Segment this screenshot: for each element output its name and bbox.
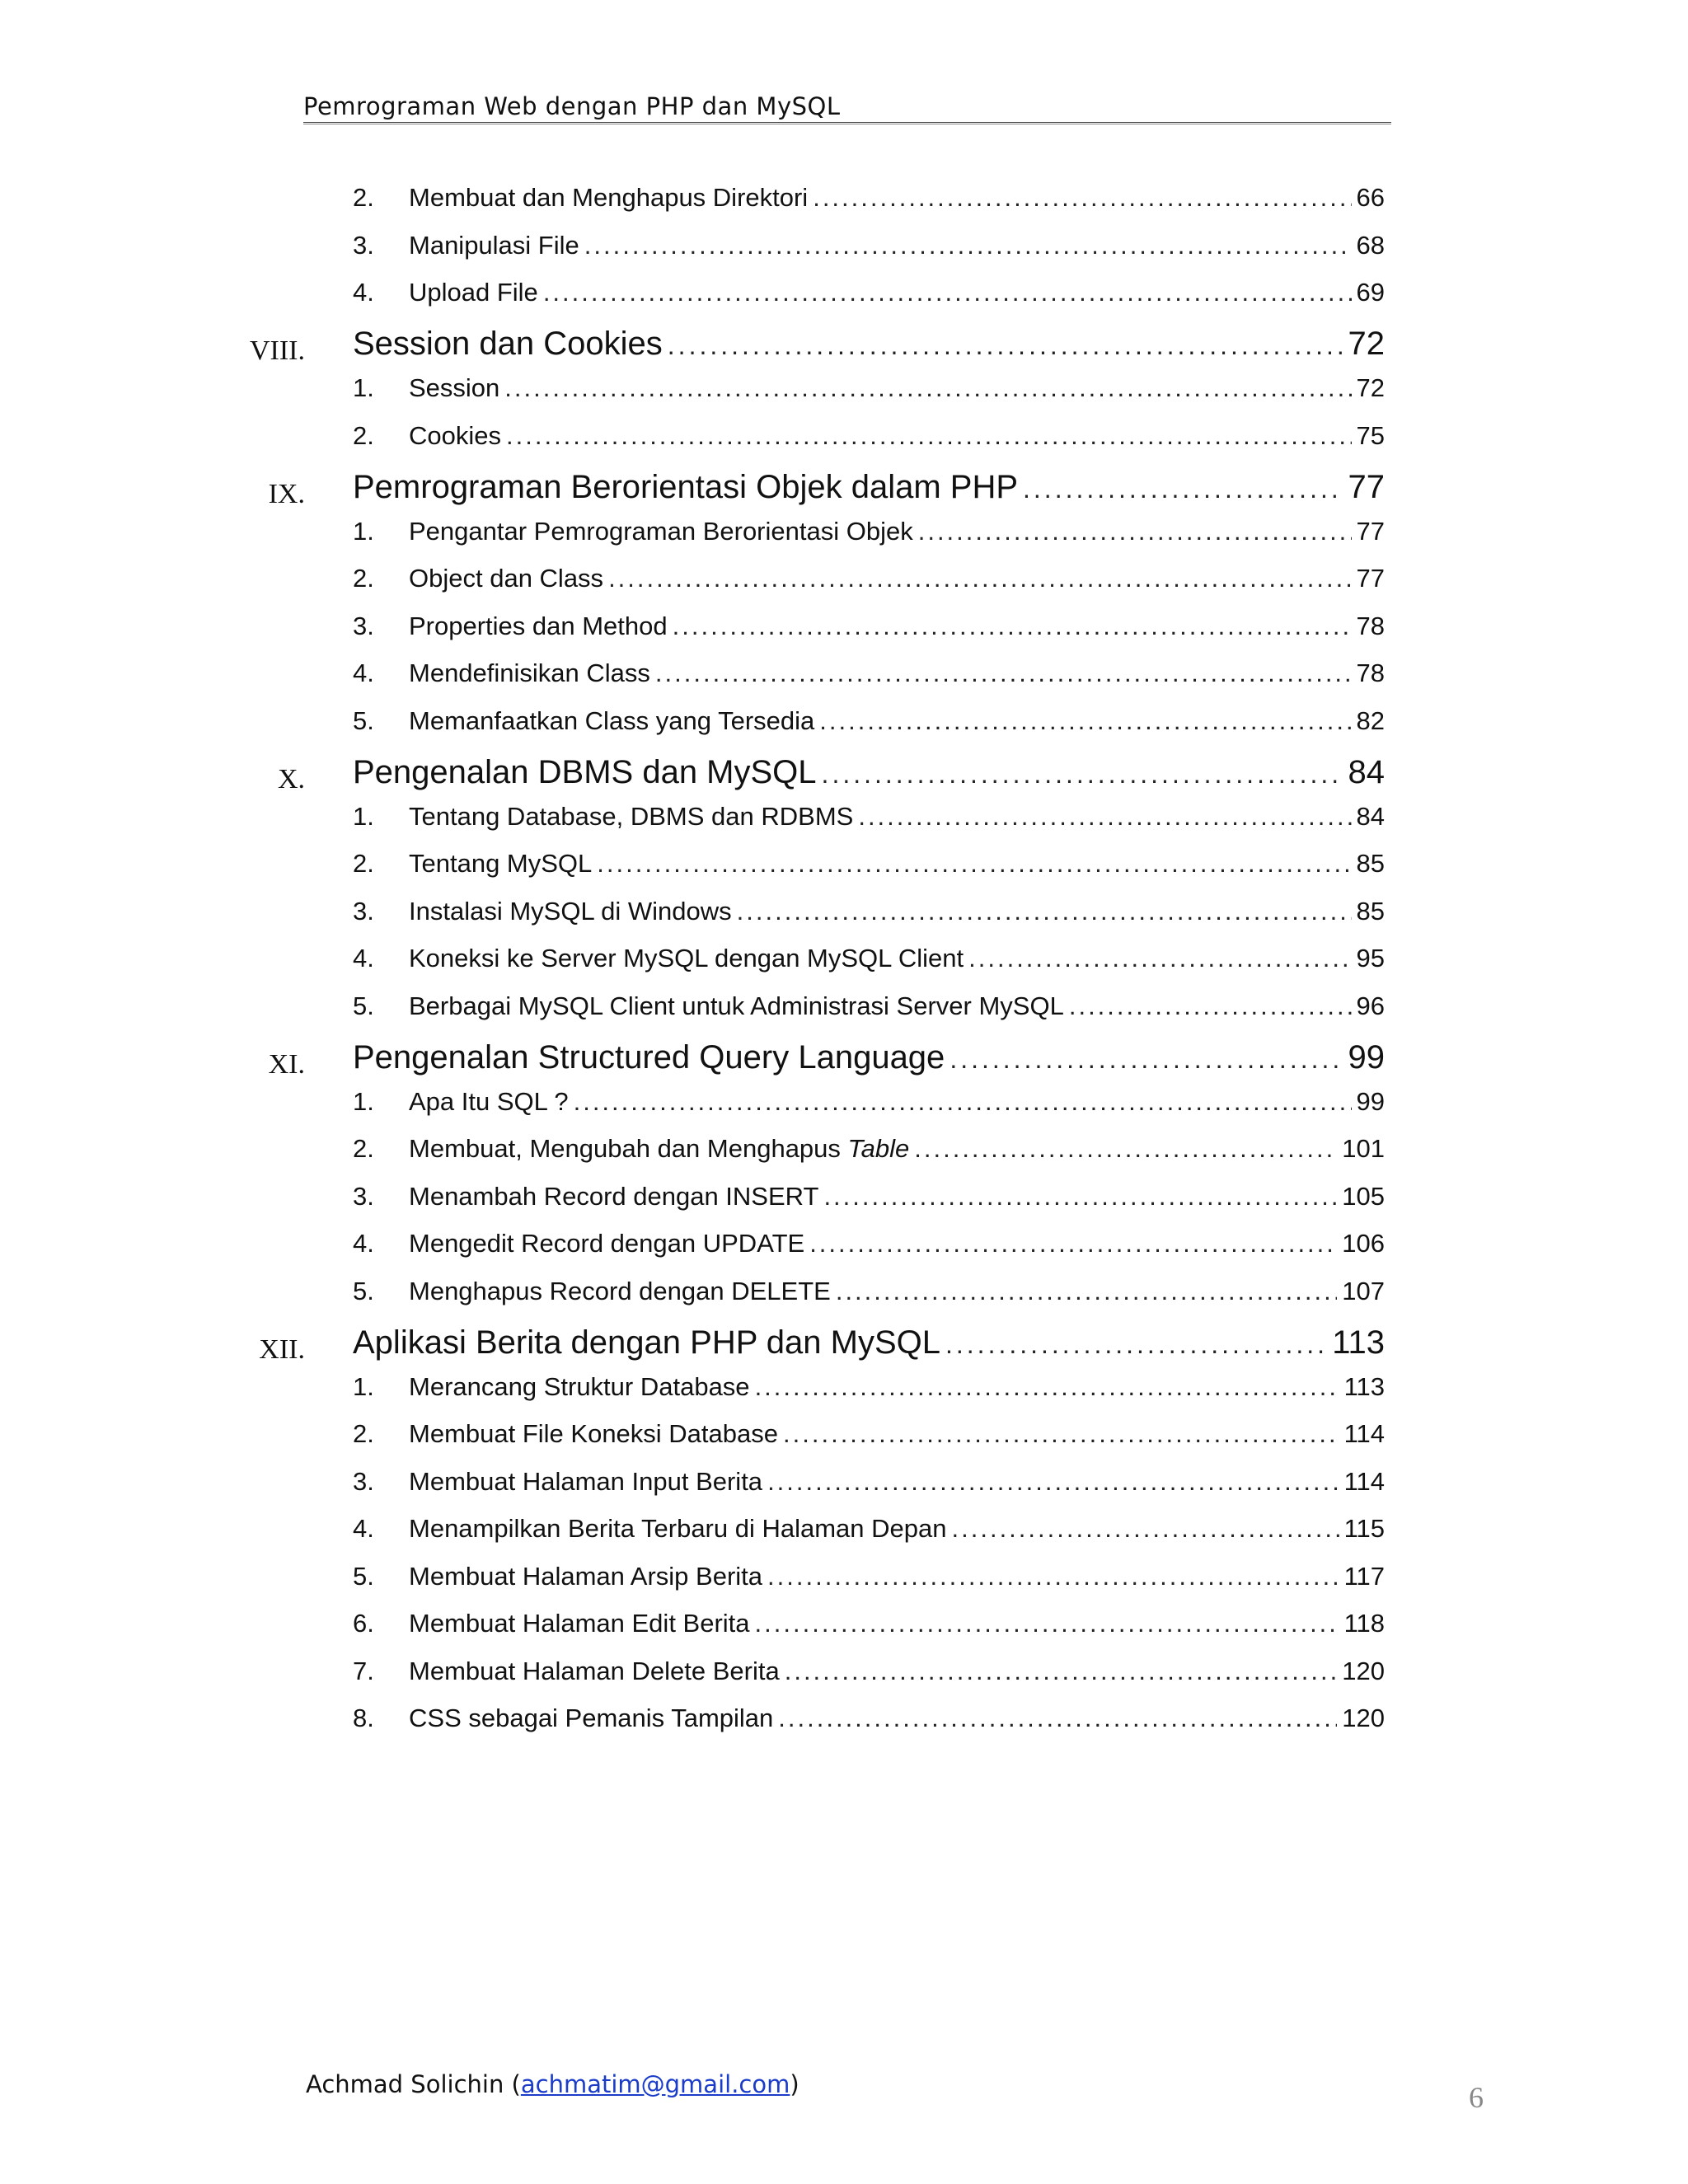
chapter-number: IX.	[268, 478, 305, 509]
item-number: 4.	[353, 658, 374, 687]
title-text: Instalasi MySQL di Windows	[409, 896, 732, 926]
title-text: Merancang Struktur Database	[409, 1371, 750, 1401]
item-title	[409, 944, 964, 973]
title-text: Berbagai MySQL Client untuk Administrasi Server MySQL	[409, 991, 1064, 1020]
title-text: Menampilkan Berita Terbaru di Halaman Depan	[409, 1514, 947, 1543]
dot-leader	[584, 231, 1352, 260]
dot-leader	[813, 183, 1351, 213]
page-ref: 99	[1348, 1038, 1385, 1076]
item-number: 5.	[353, 1276, 374, 1305]
item-number: 2.	[353, 1134, 374, 1163]
dot-leader	[543, 278, 1352, 307]
item-number: 2.	[353, 183, 374, 212]
item-title	[409, 1229, 804, 1258]
dot-leader	[952, 1514, 1339, 1544]
title-text: Pengenalan Structured Query Language	[353, 1038, 945, 1076]
dot-leader	[506, 421, 1352, 451]
chapter-title	[353, 1039, 945, 1076]
item-title	[409, 1467, 762, 1497]
title-text: Session dan Cookies	[353, 326, 663, 362]
dot-leader	[504, 373, 1351, 403]
title-text: Membuat Halaman Edit Berita	[409, 1609, 750, 1638]
page-number: 6	[1469, 2081, 1484, 2114]
item-number: 3.	[353, 896, 374, 926]
item-number: 3.	[353, 1466, 374, 1496]
item-title	[409, 1134, 909, 1164]
page-ref: 78	[1356, 658, 1385, 687]
page-ref: 69	[1356, 278, 1385, 307]
dot-leader	[655, 658, 1352, 688]
page-ref: 113	[1332, 1324, 1385, 1361]
item-number: 4.	[353, 944, 374, 972]
page-ref: 75	[1356, 420, 1385, 450]
title-text: Aplikasi Berita dengan PHP dan MySQL	[353, 1324, 940, 1361]
item-title	[409, 802, 853, 832]
dot-leader	[783, 1419, 1339, 1449]
dot-leader	[574, 1087, 1352, 1117]
page-ref: 96	[1356, 991, 1385, 1020]
item-number: 2.	[353, 1419, 374, 1448]
item-number: 1.	[353, 801, 374, 831]
item-number: 4.	[353, 278, 374, 307]
title-text: Mendefinisikan Class	[409, 658, 650, 687]
item-title	[409, 183, 808, 213]
title-text: Pengenalan DBMS dan MySQL	[353, 753, 817, 790]
item-number: 1.	[353, 373, 374, 402]
item-title	[409, 1704, 773, 1733]
title-text: Pengantar Pemrograman Berorientasi Objek	[409, 516, 913, 546]
chapter-number: VIII.	[249, 335, 305, 366]
title-text: Properties dan Method	[409, 611, 668, 640]
item-title	[409, 421, 501, 451]
footer-close-paren: )	[790, 2070, 799, 2098]
item-number: 5.	[353, 991, 374, 1020]
dot-leader	[755, 1609, 1339, 1638]
page-ref: 115	[1343, 1514, 1385, 1543]
item-number: 4.	[353, 1229, 374, 1258]
item-title	[409, 849, 592, 879]
title-text: Session	[409, 373, 500, 402]
item-title	[409, 1657, 780, 1686]
header-rule	[303, 122, 1391, 124]
page-ref: 107	[1342, 1276, 1385, 1305]
page-ref: 118	[1343, 1609, 1385, 1638]
item-number: 1.	[353, 1371, 374, 1401]
page-ref: 114	[1343, 1419, 1385, 1448]
title-text: Memanfaatkan Class yang Tersedia	[409, 705, 815, 735]
item-number: 5.	[353, 1561, 374, 1591]
page-ref: 95	[1356, 944, 1385, 972]
title-text: Membuat Halaman Delete Berita	[409, 1656, 780, 1685]
dot-leader	[809, 1229, 1337, 1258]
page-ref: 68	[1356, 230, 1385, 260]
item-title	[409, 1372, 750, 1402]
dot-leader	[1069, 991, 1352, 1021]
page-ref: 85	[1356, 849, 1385, 878]
item-number: 4.	[353, 1514, 374, 1543]
chapter-title	[353, 326, 663, 363]
page-ref: 84	[1348, 753, 1385, 790]
dot-leader	[767, 1467, 1339, 1497]
title-text: CSS sebagai Pemanis Tampilan	[409, 1704, 774, 1732]
item-number: 2.	[353, 564, 374, 593]
page-ref: 117	[1343, 1561, 1385, 1591]
dot-leader	[597, 849, 1351, 879]
item-title	[409, 1277, 831, 1306]
item-number: 8.	[353, 1704, 374, 1732]
footer-email-link[interactable]: achmatim@gmail.com	[520, 2070, 790, 2098]
running-header: Pemrograman Web dengan PHP dan MySQL	[303, 92, 841, 120]
chapter-number: X.	[277, 763, 305, 794]
page-ref: 82	[1356, 705, 1385, 735]
title-text: Membuat File Koneksi Database	[409, 1419, 779, 1448]
title-text: Membuat Halaman Input Berita	[409, 1466, 763, 1496]
dot-leader	[918, 517, 1352, 546]
title-text: Manipulasi File	[409, 230, 579, 260]
page-ref: 66	[1356, 183, 1385, 212]
item-title	[409, 706, 814, 736]
item-title	[409, 991, 1064, 1021]
item-title	[409, 1562, 762, 1591]
title-text: Menambah Record dengan INSERT	[409, 1181, 819, 1211]
page-ref: 77	[1356, 564, 1385, 593]
item-title	[409, 658, 650, 688]
dot-leader	[668, 330, 1343, 361]
dot-leader	[1023, 474, 1343, 504]
chapter-title	[353, 754, 817, 791]
item-number: 1.	[353, 1086, 374, 1116]
title-text: Membuat dan Menghapus Direktori	[409, 183, 809, 212]
title-text: Tentang MySQL	[409, 849, 593, 878]
title-text: Membuat Halaman Arsip Berita	[409, 1561, 763, 1591]
dot-leader	[767, 1562, 1339, 1591]
page-ref: 72	[1356, 373, 1385, 402]
item-title	[409, 1182, 818, 1212]
dot-leader	[914, 1134, 1337, 1164]
item-number: 1.	[353, 516, 374, 546]
item-title	[409, 612, 668, 641]
page-ref: 114	[1343, 1466, 1385, 1496]
page-ref: 84	[1356, 801, 1385, 831]
page-ref: 85	[1356, 896, 1385, 926]
page-ref: 113	[1343, 1371, 1385, 1401]
page-ref: 101	[1342, 1134, 1385, 1163]
page-ref: 106	[1342, 1229, 1385, 1258]
item-title	[409, 564, 603, 593]
chapter-title	[353, 1324, 940, 1361]
title-text: Menghapus Record dengan DELETE	[409, 1276, 831, 1305]
page-ref: 99	[1356, 1086, 1385, 1116]
footer	[306, 2070, 799, 2098]
item-number: 5.	[353, 705, 374, 735]
item-number: 3.	[353, 1181, 374, 1211]
item-title	[409, 373, 499, 403]
page-ref: 77	[1356, 516, 1385, 546]
page-ref: 120	[1342, 1656, 1385, 1685]
dot-leader	[819, 706, 1351, 736]
dot-leader	[778, 1704, 1337, 1733]
page-ref: 120	[1342, 1704, 1385, 1732]
title-text: Cookies	[409, 420, 501, 450]
item-title	[409, 897, 732, 926]
item-number: 6.	[353, 1609, 374, 1638]
item-number: 7.	[353, 1656, 374, 1685]
title-text: Koneksi ke Server MySQL dengan MySQL Client	[409, 944, 964, 972]
item-number: 2.	[353, 420, 374, 450]
item-number: 3.	[353, 611, 374, 640]
dot-leader	[950, 1044, 1343, 1075]
dot-leader	[945, 1329, 1327, 1360]
item-title	[409, 1609, 750, 1638]
chapter-number: XI.	[268, 1048, 305, 1080]
dot-leader	[737, 897, 1352, 926]
item-title	[409, 1087, 569, 1117]
title-text: Apa Itu SQL ?	[409, 1086, 569, 1116]
dot-leader	[822, 759, 1343, 790]
dot-leader	[673, 612, 1352, 641]
page-ref: 77	[1348, 468, 1385, 505]
title-text: Membuat, Mengubah dan Menghapus	[409, 1134, 841, 1163]
dot-leader	[836, 1277, 1337, 1306]
dot-leader	[608, 564, 1351, 593]
item-title	[409, 517, 913, 546]
chapter-number: XII.	[259, 1333, 305, 1365]
dot-leader	[785, 1657, 1338, 1686]
chapter-title	[353, 469, 1018, 506]
page-ref: 105	[1342, 1181, 1385, 1211]
title-text: Object dan Class	[409, 564, 604, 593]
page-ref: 72	[1348, 326, 1385, 362]
title-text: Upload File	[409, 278, 538, 307]
dot-leader	[968, 944, 1351, 973]
item-number: 2.	[353, 849, 374, 878]
title-text: Tentang Database, DBMS dan RDBMS	[409, 801, 854, 831]
dot-leader	[858, 802, 1351, 832]
dot-leader	[755, 1372, 1339, 1402]
title-italic-text: Table	[847, 1134, 910, 1163]
item-title	[409, 1419, 778, 1449]
item-title	[409, 1514, 947, 1544]
item-title	[409, 231, 579, 260]
footer-author: Achmad Solichin (	[306, 2070, 521, 2098]
item-title	[409, 278, 538, 307]
page-ref: 78	[1356, 611, 1385, 640]
item-number: 3.	[353, 230, 374, 260]
title-text: Pemrograman Berorientasi Objek dalam PHP	[353, 468, 1019, 505]
dot-leader	[823, 1182, 1337, 1212]
title-text: Mengedit Record dengan UPDATE	[409, 1229, 805, 1258]
